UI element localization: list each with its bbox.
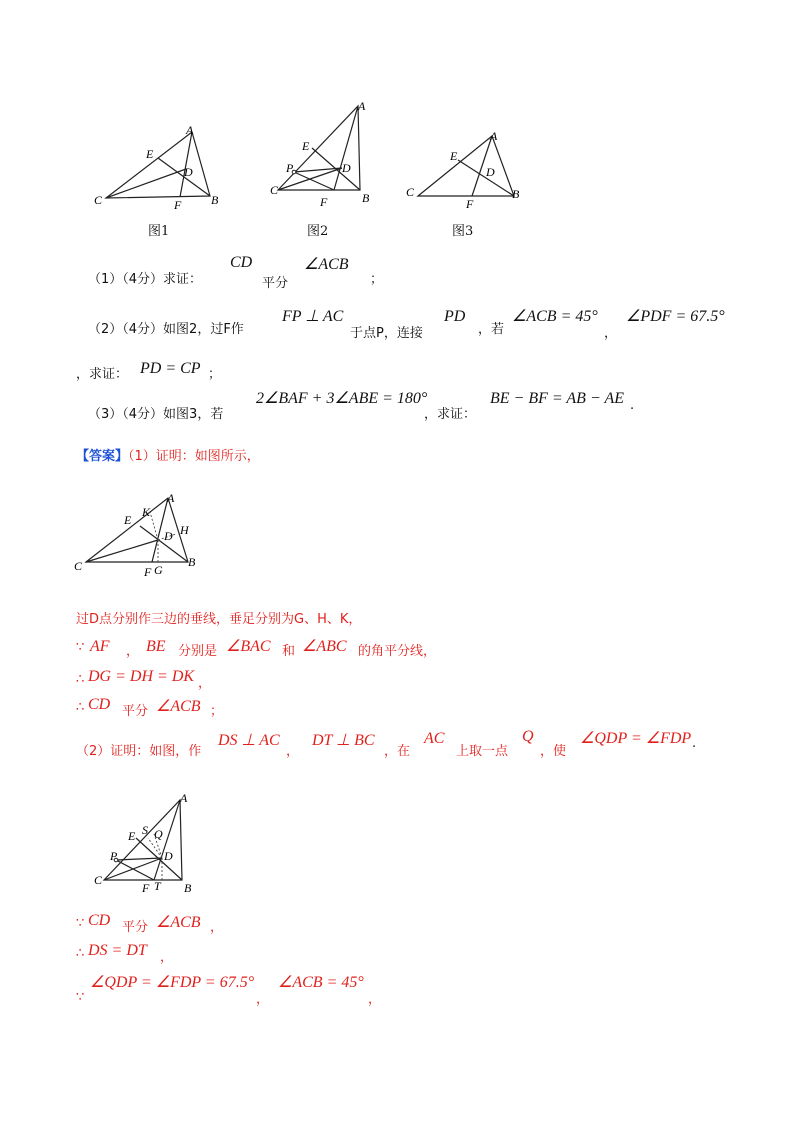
label-C: C: [94, 193, 103, 207]
q1-text: 平分: [262, 276, 289, 291]
q2-math-pdcp: PD = CP: [140, 360, 201, 377]
sol1-because: ∵: [76, 640, 85, 655]
sol1-math-af: AF: [90, 638, 110, 655]
figure-5: [92, 788, 204, 896]
label-C: C: [270, 183, 279, 197]
label-C: C: [94, 873, 103, 887]
label-F: F: [174, 198, 182, 210]
sol3-math-cd: CD: [88, 912, 111, 929]
label-B: B: [184, 881, 192, 895]
sol2-end: .: [692, 736, 697, 751]
figure-4: [70, 490, 210, 580]
label-F: F: [142, 881, 150, 895]
label-E: E: [124, 513, 132, 527]
label-S: S: [142, 823, 148, 837]
label-Q: Q: [154, 827, 163, 841]
label-P: P: [110, 849, 118, 863]
sol1-comma2: ，: [198, 676, 212, 691]
q2-prefix: （2）（4分）如图2，过F作: [88, 322, 244, 337]
q2-math-pdf: ∠PDF = 67.5°: [626, 308, 725, 325]
sol2-text3: ，使: [540, 744, 567, 759]
sol1-math-acb: ∠ACB: [156, 698, 201, 715]
figure-1-caption: 图1: [148, 224, 170, 239]
sol1-comma: ，: [126, 644, 140, 659]
sol1-therefore2: ∴: [76, 700, 85, 715]
sol2-math-qdp: ∠QDP = ∠FDP: [580, 730, 692, 747]
label-B: B: [362, 191, 370, 205]
label-E: E: [128, 829, 136, 843]
sol3-comma2: ，: [160, 950, 174, 965]
label-E: E: [146, 147, 154, 161]
sol1-end: ；: [210, 704, 224, 719]
sol1-text1: 分别是: [178, 644, 218, 659]
q3-prefix: （3）（4分）如图3，若: [88, 407, 224, 422]
sol1-math-cd: CD: [88, 696, 111, 713]
sol3-because2: ∵: [76, 990, 85, 1005]
label-C: C: [74, 559, 83, 573]
label-A: A: [358, 99, 366, 113]
q2-text2: ，若: [478, 322, 505, 337]
answer-tag: 【答案】: [76, 449, 129, 464]
label-H: H: [180, 523, 189, 537]
q2-math-acb: ∠ACB = 45°: [512, 308, 598, 325]
label-E: E: [302, 139, 310, 153]
figure-2: [268, 98, 380, 210]
sol3-comma3: ，: [256, 992, 270, 1007]
sol1-math-be: BE: [146, 638, 166, 655]
q1-math-acb: ∠ACB: [304, 256, 349, 273]
sol2-text2: 上取一点: [456, 744, 509, 759]
sol1-math-dg: DG = DH = DK: [88, 668, 195, 685]
q1-prefix: （1）（4分）求证：: [88, 272, 203, 287]
sol3-math-acb: ∠ACB: [156, 914, 201, 931]
sol2-math-q: Q: [522, 728, 534, 745]
label-T: T: [154, 879, 161, 893]
q3-text: ，求证：: [424, 407, 477, 422]
sol1-text3: 的角平分线，: [358, 644, 437, 659]
figure-3-caption: 图3: [452, 224, 474, 239]
label-B: B: [512, 187, 520, 201]
sol2-math-ac: AC: [424, 730, 445, 747]
sol3-therefore: ∴: [76, 946, 85, 961]
label-D: D: [164, 529, 173, 543]
label-D: D: [486, 165, 495, 179]
sol1-math-abc: ∠ABC: [302, 638, 347, 655]
q3-math-sides: BE − BF = AB − AE: [490, 390, 624, 407]
sol3-comma4: ，: [368, 992, 382, 1007]
sol2-math-dt: DT ⊥ BC: [312, 732, 375, 749]
sol2-math-ds: DS ⊥ AC: [218, 732, 280, 749]
label-C: C: [406, 185, 415, 199]
q1-end: ；: [370, 272, 384, 287]
sol3-comma1: ，: [210, 920, 224, 935]
label-A: A: [167, 491, 175, 505]
sol2-comma1: ，: [286, 744, 300, 759]
label-K: K: [142, 505, 151, 519]
label-P: P: [286, 161, 294, 175]
q1-math-cd: CD: [230, 254, 253, 271]
q2-text1: 于点P，连接: [350, 326, 423, 341]
label-E: E: [450, 149, 458, 163]
figure-3: [402, 126, 532, 210]
label-B: B: [188, 555, 196, 569]
label-G: G: [154, 563, 163, 577]
sol1-math-bac: ∠BAC: [226, 638, 271, 655]
sol3-math-acb45: ∠ACB = 45°: [278, 974, 364, 991]
sol3-math-qdp: ∠QDP = ∠FDP = 67.5°: [90, 974, 255, 991]
label-D: D: [184, 165, 193, 179]
q2-end: ；: [208, 367, 222, 382]
q2-text3: ，: [604, 326, 618, 341]
sol2-prefix: （2）证明：如图，作: [76, 744, 202, 759]
label-A: A: [180, 791, 188, 805]
answer-heading: [76, 445, 260, 464]
q3-math-angles: 2∠BAF + 3∠ABE = 180°: [256, 390, 428, 407]
figure-1: [90, 120, 225, 210]
q2-math-fp: FP ⊥ AC: [282, 308, 344, 325]
label-D: D: [342, 161, 351, 175]
sol3-because1: ∵: [76, 916, 85, 931]
label-F: F: [466, 197, 474, 210]
answer-part1: （1）证明：如图所示，: [128, 449, 260, 464]
label-B: B: [211, 193, 219, 207]
label-F: F: [320, 195, 328, 209]
sol1-text2: 和: [282, 644, 296, 659]
sol3-math-ds: DS = DT: [88, 942, 147, 959]
sol1-therefore1: ∴: [76, 672, 85, 687]
sol2-text1: ，在: [384, 744, 411, 759]
label-A: A: [490, 129, 498, 143]
sol1-line1: 过D点分别作三边的垂线，垂足分别为G、H、K，: [76, 612, 362, 627]
q2-text4: ，求证：: [76, 367, 129, 382]
sol1-text4: 平分: [122, 704, 149, 719]
label-F: F: [144, 565, 152, 579]
q2-math-pd: PD: [444, 308, 466, 325]
label-A: A: [186, 123, 194, 137]
sol3-text1: 平分: [122, 920, 149, 935]
label-D: D: [164, 849, 173, 863]
q3-end: .: [630, 398, 635, 413]
figure-2-caption: 图2: [307, 224, 329, 239]
